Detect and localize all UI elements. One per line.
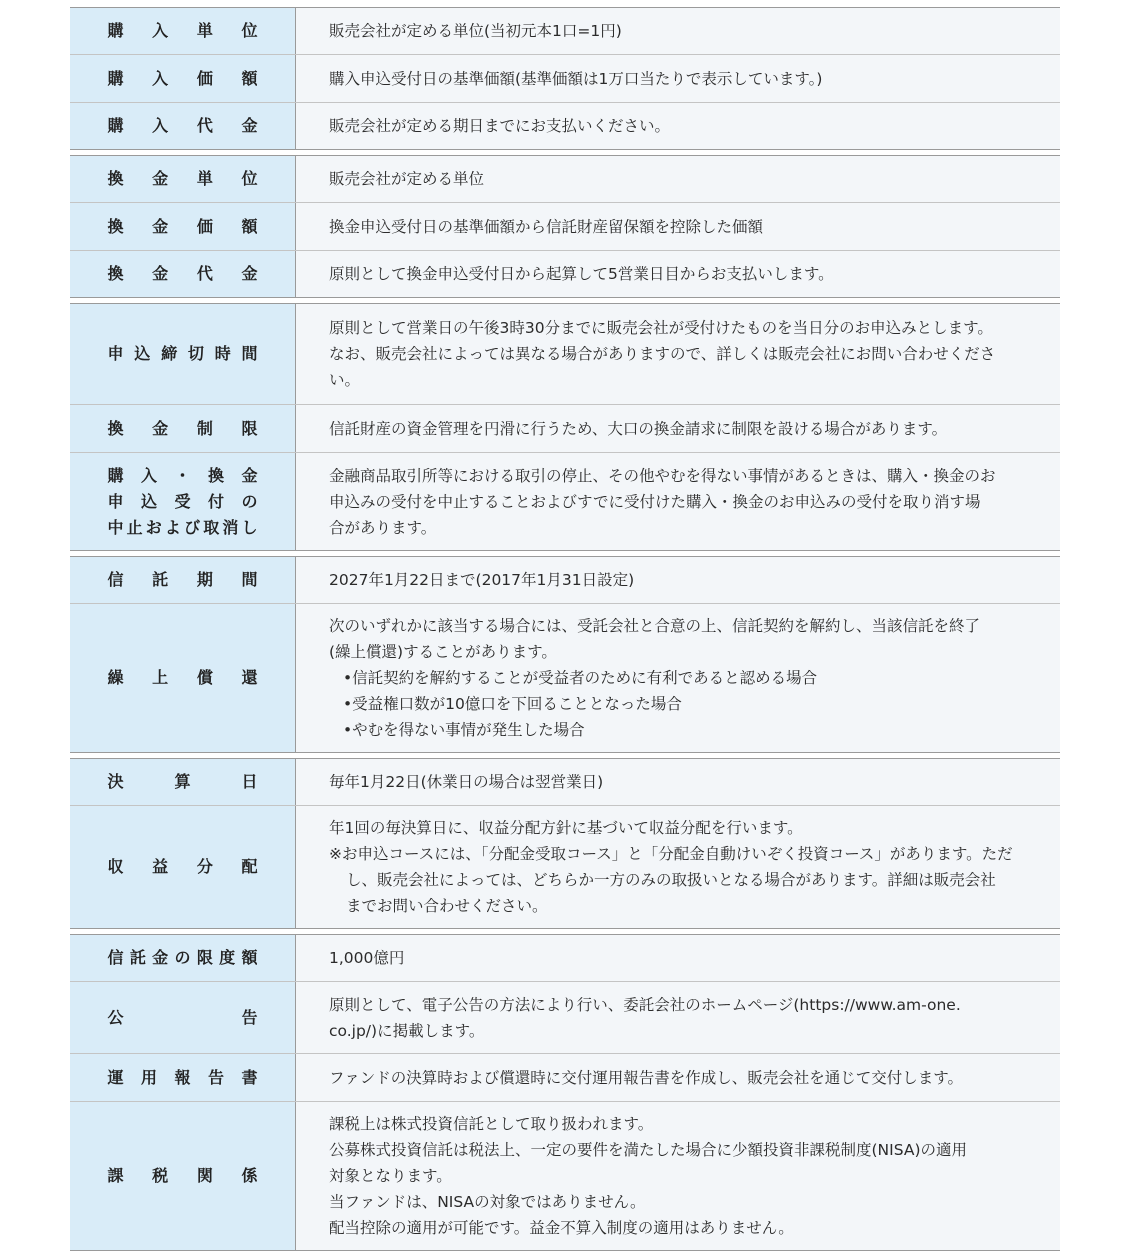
table-row bbox=[70, 1053, 1060, 1101]
row-label-text: 購 入 単 位 bbox=[107, 21, 258, 40]
row-value bbox=[296, 251, 1060, 297]
row-value bbox=[296, 103, 1060, 149]
row-label-text: 公 告 bbox=[107, 1007, 258, 1027]
row-label-text: 換 金 価 額 bbox=[107, 216, 258, 236]
row-label-text: 申 込 締 切 時 間 bbox=[107, 344, 258, 363]
row-label-text: 運 用 報 告 書 bbox=[107, 1067, 258, 1087]
table-row bbox=[70, 935, 1060, 981]
row-value-line: 年1回の毎決算日に、収益分配方針に基づいて収益分配を行います。 bbox=[329, 819, 803, 837]
row-label-text: 換 金 代 金 bbox=[107, 264, 258, 283]
table-row bbox=[70, 1101, 1060, 1250]
row-label-text: 換 金 制 限 bbox=[107, 418, 258, 438]
row-value-line: 原則として換金申込受付日から起算して5営業日目からお支払いします。 bbox=[329, 265, 834, 283]
row-label bbox=[70, 1102, 296, 1250]
table-section bbox=[70, 556, 1060, 753]
fund-terms-table bbox=[70, 7, 1060, 1251]
row-label bbox=[70, 8, 296, 54]
table-row bbox=[70, 981, 1060, 1053]
row-value-line: 配当控除の適用が可能です。益金不算入制度の適用はありません。 bbox=[329, 1219, 794, 1237]
table-section bbox=[70, 8, 1060, 150]
row-value-line: い。 bbox=[329, 371, 361, 389]
table-row bbox=[70, 759, 1060, 805]
row-value bbox=[296, 806, 1060, 928]
row-label-text: 繰 上 償 還 bbox=[107, 668, 258, 687]
row-value-line: co.jp/)に掲載します。 bbox=[329, 1021, 485, 1040]
row-value-line: 次のいずれかに該当する場合には、受託会社と合意の上、信託契約を解約し、当該信託を終了 bbox=[329, 617, 981, 635]
row-label-text: 課 税 関 係 bbox=[107, 1166, 258, 1185]
row-label-text: 購 入 代 金 bbox=[107, 116, 258, 135]
table-section bbox=[70, 303, 1060, 551]
row-label bbox=[70, 935, 296, 981]
row-label bbox=[70, 304, 296, 404]
row-value-line: 金融商品取引所等における取引の停止、その他やむを得ない事情があるときは、購入・換金のお bbox=[329, 466, 996, 485]
row-value-line: なお、販売会社によっては異なる場合がありますので、詳しくは販売会社にお問い合わせくださ bbox=[329, 345, 996, 363]
table-row bbox=[70, 8, 1060, 54]
row-value-line: (繰上償還)することがあります。 bbox=[329, 643, 557, 661]
row-label bbox=[70, 982, 296, 1053]
row-label bbox=[70, 156, 296, 202]
row-label-text: 収 益 分 配 bbox=[107, 857, 258, 876]
row-value-line: 販売会社が定める単位 bbox=[329, 170, 485, 188]
row-label-text: 申 込 受 付 の bbox=[107, 491, 258, 511]
row-label bbox=[70, 203, 296, 250]
row-value-line: 販売会社が定める単位(当初元本1口=1円) bbox=[329, 22, 622, 40]
table-row bbox=[70, 557, 1060, 603]
row-value bbox=[296, 453, 1060, 550]
row-value bbox=[296, 982, 1060, 1053]
row-value bbox=[296, 1102, 1060, 1250]
row-label bbox=[70, 453, 296, 550]
table-section bbox=[70, 934, 1060, 1251]
row-label-text: 信 託 金 の 限 度 額 bbox=[107, 948, 258, 967]
row-value-line: ※お申込コースには、「分配金受取コース」と「分配金自動けいぞく投資コース」があります。ただ bbox=[329, 845, 1013, 863]
row-value-line: 対象となります。 bbox=[329, 1167, 452, 1185]
row-label-text: 購 入 ・ 換 金 bbox=[107, 465, 258, 485]
row-value bbox=[296, 935, 1060, 981]
row-value bbox=[296, 405, 1060, 452]
row-label bbox=[70, 103, 296, 149]
row-label-text: 中 止 お よ び 取 消 し bbox=[107, 517, 258, 537]
row-label bbox=[70, 55, 296, 102]
table-section bbox=[70, 758, 1060, 929]
row-label bbox=[70, 557, 296, 603]
table-row bbox=[70, 304, 1060, 404]
row-value bbox=[296, 55, 1060, 102]
row-value-line: までお問い合わせください。 bbox=[346, 897, 548, 915]
row-value-line: 購入申込受付日の基準価額(基準価額は1万口当たりで表示しています。) bbox=[329, 69, 823, 88]
table-row bbox=[70, 202, 1060, 250]
row-label bbox=[70, 759, 296, 805]
row-value-line: 公募株式投資信託は税法上、一定の要件を満たした場合に少額投資非課税制度(NISA)の適用 bbox=[329, 1141, 967, 1159]
row-label-text: 信 託 期 間 bbox=[107, 570, 258, 589]
row-label bbox=[70, 405, 296, 452]
row-value-line: し、販売会社によっては、どちらか一方のみの取扱いとなる場合があります。詳細は販売会社 bbox=[346, 871, 996, 889]
row-value-line: •受益権口数が10億口を下回ることとなった場合 bbox=[343, 695, 682, 713]
row-value bbox=[296, 304, 1060, 404]
row-value-line: 1,000億円 bbox=[329, 949, 405, 967]
row-label bbox=[70, 251, 296, 297]
row-value-line: •やむを得ない事情が発生した場合 bbox=[343, 721, 585, 739]
row-value bbox=[296, 604, 1060, 752]
row-value bbox=[296, 1054, 1060, 1101]
row-value-line: 販売会社が定める期日までにお支払いください。 bbox=[329, 117, 671, 135]
table-row bbox=[70, 54, 1060, 102]
row-value-line: ファンドの決算時および償還時に交付運用報告書を作成し、販売会社を通じて交付します。 bbox=[329, 1068, 963, 1087]
table-row bbox=[70, 452, 1060, 550]
row-value-line: 原則として営業日の午後3時30分までに販売会社が受付けたものを当日分のお申込みとします。 bbox=[329, 319, 993, 337]
table-row bbox=[70, 404, 1060, 452]
row-label bbox=[70, 604, 296, 752]
row-value bbox=[296, 557, 1060, 603]
row-value bbox=[296, 759, 1060, 805]
row-value bbox=[296, 203, 1060, 250]
row-value-line: 換金申込受付日の基準価額から信託財産留保額を控除した価額 bbox=[329, 217, 764, 236]
row-label bbox=[70, 806, 296, 928]
row-value-line: 原則として、電子公告の方法により行い、委託会社のホームページ(https://www.am-one. bbox=[329, 995, 961, 1014]
table-row bbox=[70, 603, 1060, 752]
row-value-line: 2027年1月22日まで(2017年1月31日設定) bbox=[329, 571, 635, 589]
row-value-line: •信託契約を解約することが受益者のために有利であると認める場合 bbox=[343, 669, 818, 687]
table-row bbox=[70, 156, 1060, 202]
table-row bbox=[70, 250, 1060, 297]
table-row bbox=[70, 102, 1060, 149]
row-label-text: 購 入 価 額 bbox=[107, 68, 258, 88]
table-row bbox=[70, 805, 1060, 928]
row-label-text: 換 金 単 位 bbox=[107, 169, 258, 188]
row-value bbox=[296, 8, 1060, 54]
row-value-line: 課税上は株式投資信託として取り扱われます。 bbox=[329, 1115, 654, 1133]
row-label bbox=[70, 1054, 296, 1101]
row-value-line: 信託財産の資金管理を円滑に行うため、大口の換金請求に制限を設ける場合があります。 bbox=[329, 419, 948, 438]
row-value-line: 当ファンドは、NISAの対象ではありません。 bbox=[329, 1193, 646, 1211]
table-section bbox=[70, 155, 1060, 298]
row-label-text: 決 算 日 bbox=[107, 772, 258, 791]
row-value bbox=[296, 156, 1060, 202]
row-value-line: 申込みの受付を中止することおよびすでに受付けた購入・換金のお申込みの受付を取り消す場 bbox=[329, 492, 981, 511]
row-value-line: 毎年1月22日(休業日の場合は翌営業日) bbox=[329, 773, 604, 791]
row-value-line: 合があります。 bbox=[329, 518, 437, 537]
